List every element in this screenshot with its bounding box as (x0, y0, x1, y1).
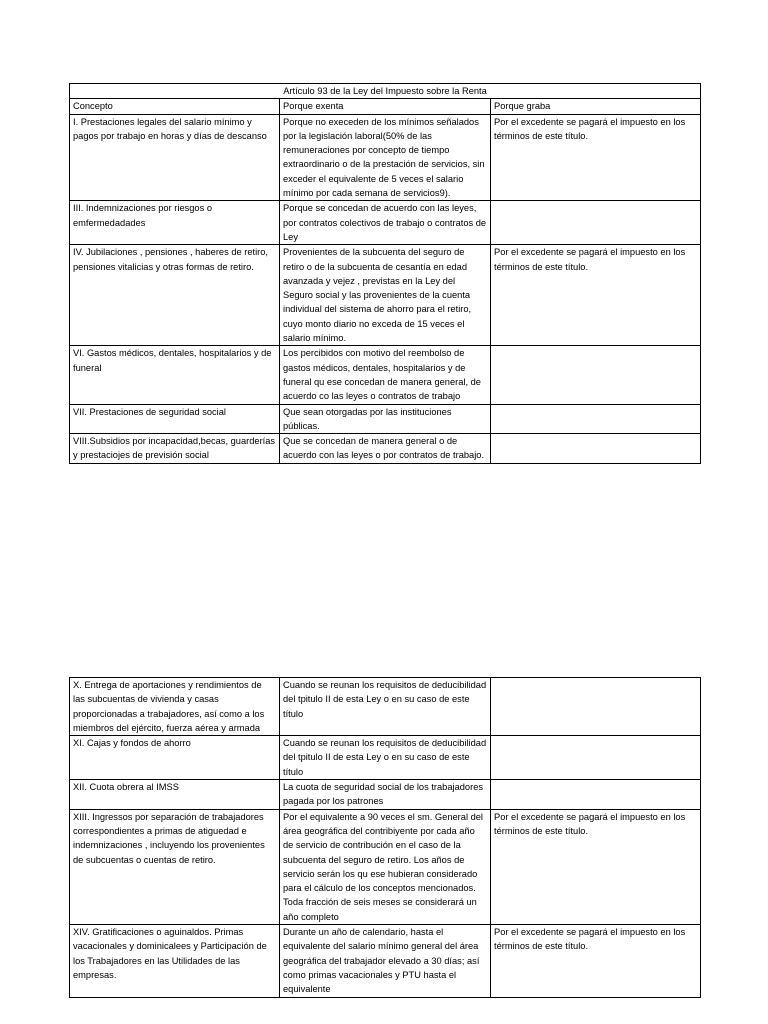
graba-cell: Por el excedente se pagará el impuesto en los términos de este título. (491, 114, 701, 201)
article-93-table (69, 83, 701, 464)
concepto-cell: III. Indemnizaciones por riesgos o emfermedadades (70, 201, 280, 245)
table-row (70, 809, 701, 924)
exenta-cell: Cuando se reunan los requisitos de deducibilidad del tpitulo II de esta Ley o en su caso de este título (280, 678, 491, 736)
exenta-cell: Provenientes de la subcuenta del seguro de retiro o de la subcuenta de cesantía en edad avanzada y vejez , previstas en la Ley del Seguro social y las provenientes de la cuenta individual del sistema de ahorro para el retiro, cuyo monto diario no exceda de 15 veces el salario mínimo. (280, 245, 491, 346)
table-title: Artículo 93 de la Ley del Impuesto sobre la Renta (70, 84, 701, 99)
exenta-cell: Que sean otorgadas por las instituciones públicas. (280, 404, 491, 434)
article-93-table-continued (69, 677, 701, 998)
concepto-cell: VII. Prestaciones de seguridad social (70, 404, 280, 434)
graba-cell: Por el excedente se pagará el impuesto en los términos de este título. (491, 809, 701, 924)
exenta-cell: Los percibidos con motivo del reembolso de gastos médicos, dentales, hospitalarios y de funeral qu ese concedan de manera general, de acuerdo co las leyes o contratos de trabajo (280, 346, 491, 404)
table-row (70, 114, 701, 201)
table-row (70, 736, 701, 780)
graba-cell (491, 678, 701, 736)
exenta-cell: La cuota de seguridad social de los trabajadores pagada por los patrones (280, 780, 491, 810)
table-row (70, 678, 701, 736)
table-row (70, 346, 701, 404)
table-row (70, 925, 701, 997)
graba-cell (491, 736, 701, 780)
table-row (70, 404, 701, 434)
concepto-cell: VI. Gastos médicos, dentales, hospitalarios y de funeral (70, 346, 280, 404)
exenta-cell: Por el equivalente a 90 veces el sm. General del área geográfica del contribiyente por cada año de servicio de contribución en el caso de la subcuenta del seguro de retiro. Los años de servicio serán los qu ese hubieran considerado para el cálculo de los conceptos mencionados. Toda fracción de seis meses se considerará un año completo (280, 809, 491, 924)
header-concepto: Concepto (70, 99, 280, 114)
exenta-cell: Durante un año de calendario, hasta el equivalente del salario mínimo general del área geográfica del trabajador elevado a 30 días; así como primas vacacionales y PTU hasta el equivalente (280, 925, 491, 997)
exenta-cell: Cuando se reunan los requisitos de deducibilidad del tpitulo II de esta Ley o en su caso de este título (280, 736, 491, 780)
table-row (70, 434, 701, 464)
exenta-cell: Porque se concedan de acuerdo con las leyes, por contratos colectivos de trabajo o contratos de Ley (280, 201, 491, 245)
table-row (70, 201, 701, 245)
concepto-cell: XI. Cajas y fondos de ahorro (70, 736, 280, 780)
graba-cell (491, 780, 701, 810)
concepto-cell: VIII.Subsidios por incapacidad,becas, guarderías y prestaciojes de previsión social (70, 434, 280, 464)
exenta-cell: Que se concedan de manera general o de acuerdo con las leyes o por contratos de trabajo. (280, 434, 491, 464)
graba-cell: Por el excedente se pagará el impuesto en los términos de este título. (491, 245, 701, 346)
table-row (70, 780, 701, 810)
graba-cell (491, 434, 701, 464)
concepto-cell: XIV. Gratificaciones o aguinaldos. Primas vacacionales y dominicalees y Participación de los Trabajadores en las Utilidades de las empresas. (70, 925, 280, 997)
concepto-cell: X. Entrega de aportaciones y rendimientos de las subcuentas de vivienda y casas proporcionadas a trabajadores, así como a los miembros del ejército, fuerza aérea y armada (70, 678, 280, 736)
exenta-cell: Porque no execeden de los mínimos señalados por la legislación laboral(50% de las remuneraciones por concepto de tiempo extraordinario o de la prestación de servicios, sin exceder el equivalente de 5 veces el salario mínimo por cada semana de servicios9). (280, 114, 491, 201)
concepto-cell: XIII. Ingressos por separación de trabajadores correspondientes a primas de atiguedad e indemnizaciones , incluyendo los provenientes de subcuentas o cuentas de retiro. (70, 809, 280, 924)
graba-cell (491, 404, 701, 434)
graba-cell: Por el excedente se pagará el impuesto en los términos de este título. (491, 925, 701, 997)
concepto-cell: XII. Cuota obrera al IMSS (70, 780, 280, 810)
concepto-cell: IV. Jubilaciones , pensiones , haberes de retiro, pensiones vitalicias y otras formas de retiro. (70, 245, 280, 346)
header-porque-exenta: Porque exenta (280, 99, 491, 114)
table-row (70, 245, 701, 346)
concepto-cell: I. Prestaciones legales del salario mínimo y pagos por trabajo en horas y días de descanso (70, 114, 280, 201)
graba-cell (491, 201, 701, 245)
graba-cell (491, 346, 701, 404)
header-porque-graba: Porque graba (491, 99, 701, 114)
